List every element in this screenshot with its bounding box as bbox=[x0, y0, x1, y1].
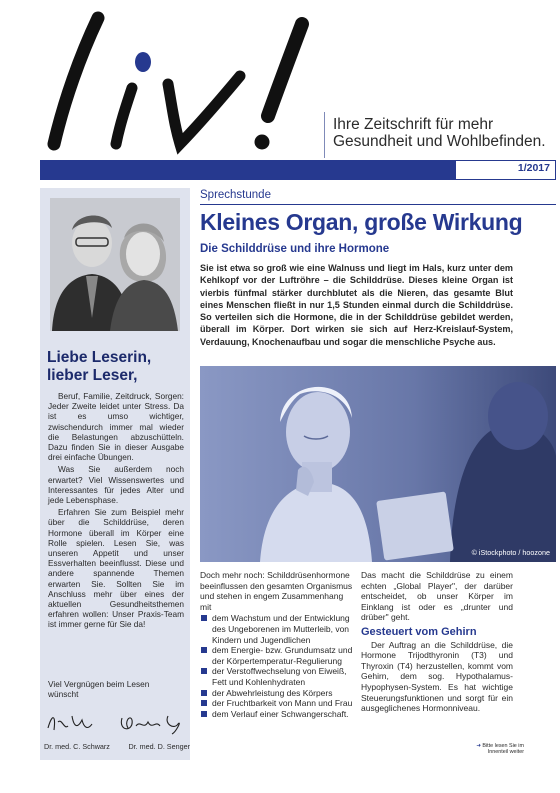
closing-line2: wünscht bbox=[48, 689, 79, 700]
greeting-heading bbox=[47, 349, 187, 385]
article-column-2 bbox=[361, 570, 513, 714]
article-lead: Sie ist etwa so groß wie eine Walnuss und liegt im Hals, kurz unter dem Kehlkopf vor der Luftröhre – die Schilddrüse. Dieses kleine Organ ist vierbis fünfmal stärker durchblutet als die Nieren, das gesamte Blut eines Menschen fließt in nur 1,5 Stunden einmal durch die Schilddrüse. So verteilen sich die Hormone, die in der Schilddrüse gebildet werden, überall im Körper. Dort wirken sie sich auf Herz-Kreislauf-System, Verdauung, Knochenaufbau und sogar die menschliche Psyche aus. bbox=[200, 263, 513, 347]
article-column-1 bbox=[200, 570, 354, 719]
greeting-line1: Liebe Leserin, bbox=[47, 349, 152, 366]
list-item: der Verstoffwechselung von Eiweiß, Fett und Kohlenhydraten bbox=[200, 666, 354, 687]
article-subhead: Die Schilddrüse und ihre Hormone bbox=[200, 243, 390, 255]
column1-intro: Doch mehr noch: Schilddrüsenhormone beeinflussen den gesamten Organismus und stehen in engem Zusammenhang mit bbox=[200, 570, 353, 612]
list-item: dem Verlauf einer Schwangerschaft. bbox=[200, 709, 354, 720]
editorial-text bbox=[48, 391, 184, 632]
tagline-line2: Gesundheit und Wohlbefinden. bbox=[333, 133, 546, 150]
signatures bbox=[44, 708, 189, 738]
tagline-line1: Ihre Zeitschrift für mehr bbox=[333, 116, 494, 133]
rubric-divider bbox=[200, 204, 556, 205]
closing bbox=[48, 679, 184, 699]
signer-2: Dr. med. D. Senger bbox=[128, 742, 190, 751]
column2-body: Der Auftrag an die Schilddrüse, die Hormone Trijodthyronin (T3) und Thyroxin (T4) herzustellen, kommt vom Gehirn, dem sog. Hypothalamus-Hypophysen-System. Es hat wichtige Steuerungsfunktionen und sorgt für ein ausgeglichenes Hormonniveau. bbox=[361, 639, 513, 714]
section-rubric: Sprechstunde bbox=[200, 189, 271, 201]
article-photo bbox=[200, 366, 556, 562]
editorial-paragraph: Was Sie außerdem noch erwartet? Viel Wissenswertes und Interessantes für jedes Alter und jede Lebensphase. bbox=[48, 464, 184, 506]
continued-line2: Innenteil weiter bbox=[487, 749, 524, 756]
closing-line1: Viel Vergnügen beim Lesen bbox=[48, 679, 150, 689]
signer-1: Dr. med. C. Schwarz bbox=[44, 742, 110, 751]
tagline bbox=[333, 116, 548, 150]
continued-note[interactable] bbox=[462, 743, 524, 755]
list-item: dem Energie- bzw. Grundumsatz und der Körpertemperatur-Regulierung bbox=[200, 645, 354, 666]
signer-names bbox=[44, 742, 190, 751]
editorial-paragraph: Erfahren Sie zum Beispiel mehr über die Schilddrüse, deren Hormone überall im Körper eine Rolle spielen. Lesen Sie, was unseren Appetit und unser Essverhalten beeinflusst. Diese und andere spannende Themen erwarten Sie. Sollten Sie im Anschluss mehr über eines der aktuellen Gesundheitsthemen erfahren wollen: Unser Praxis-Team ist immer gerne für Sie da! bbox=[48, 507, 184, 630]
list-item: dem Wachstum und der Entwicklung des Ungeborenen im Mutterleib, von Kindern und Jugendlichen bbox=[200, 613, 354, 645]
photo-credit: © iStockphoto / hoozone bbox=[471, 548, 550, 557]
list-item: der Fruchtbarkeit von Mann und Frau bbox=[200, 698, 354, 709]
editors-photo bbox=[50, 198, 180, 331]
arrow-right-icon: ➜ bbox=[476, 743, 481, 749]
masthead-divider bbox=[324, 112, 325, 158]
continued-line1: Bitte lesen Sie im bbox=[482, 743, 524, 749]
liv-logo bbox=[40, 6, 310, 156]
article-headline: Kleines Organ, große Wirkung bbox=[200, 209, 523, 235]
column2-heading: Gesteuert vom Gehirn bbox=[361, 625, 477, 638]
editorial-paragraph: Beruf, Familie, Zeitdruck, Sorgen: Jeder Zweite leidet unter Stress. Da ist es umso wichtiger, zwischendurch immer mal wieder die Belastungen abzuschütteln. Dazu finden Sie in dieser Ausgabe drei einfache Übungen. bbox=[48, 391, 184, 463]
issue-number: 1/2017 bbox=[517, 162, 550, 174]
effects-list bbox=[200, 613, 354, 719]
list-item: der Abwehrleistung des Körpers bbox=[200, 688, 354, 699]
greeting-line2: lieber Leser, bbox=[47, 367, 138, 384]
column2-intro: Das macht die Schilddrüse zu einem echten „Global Player", der darüber entscheidet, ob unser Körper im Einklang ist oder es „drunter und drüber" geht. bbox=[361, 570, 513, 623]
